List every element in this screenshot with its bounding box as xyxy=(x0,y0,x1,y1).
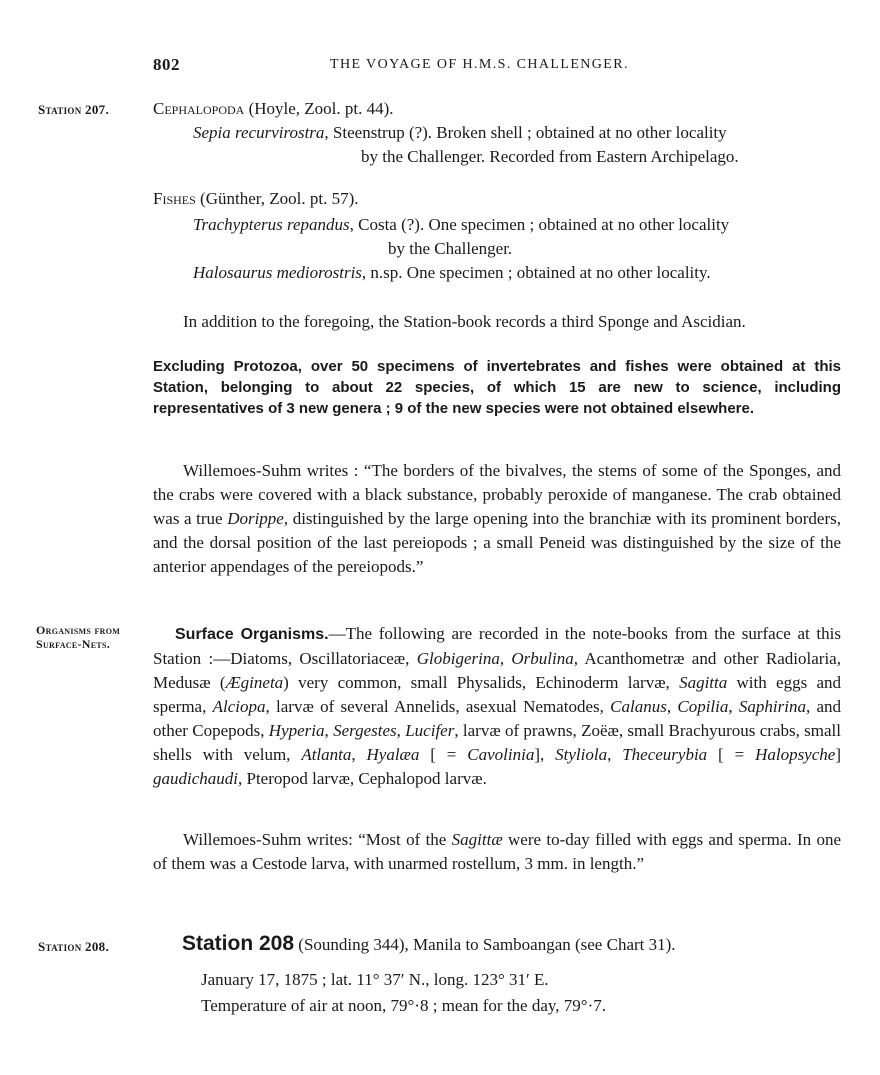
taxon-orbulina: Orbulina xyxy=(511,649,574,668)
station-summary: Excluding Protozoa, over 50 specimens of invertebrates and fishes were obtained at this Station, belonging to about 22 species, of which 15 are new to science, including representatives of 3 new genera ; 9 of the new species were not obtained elsewhere. xyxy=(153,358,841,417)
surface-organisms-heading: Surface Organisms. xyxy=(175,626,329,643)
quote2-part-a: Willemoes-Suhm writes: “Most of the xyxy=(183,830,452,849)
taxon-theceurybia: Theceurybia xyxy=(622,745,708,764)
taxon-hyalaea: Hyalæa xyxy=(366,745,420,764)
surface-text: ], xyxy=(534,745,556,764)
fishes-group: Fishes xyxy=(153,189,196,208)
taxon-copilia: Copilia xyxy=(677,697,729,716)
sepia-species: Sepia recurvirostra xyxy=(193,123,325,142)
taxon-styliola: Styliola xyxy=(555,745,608,764)
quote2-part-c: were to-day filled with eggs and sperma. In one of them was a Cestode larva, with unarmed rostellum, 3 mm. in length.” xyxy=(153,830,841,873)
surface-text: —The following are recorded in the note-books from the surface at this Station :—Diatoms, Oscillatoriaceæ, xyxy=(153,624,841,668)
quote1-part-a: Willemoes-Suhm writes : “The borders of the bivalves, the stems of some of the Sponges, and the crabs were covered with a black substance, probably peroxide of manganese. The crab obtained was a true xyxy=(153,461,841,528)
station-208-title: Station 208 xyxy=(182,932,295,955)
surface-text: , xyxy=(666,697,678,716)
sepia-desc: , Steenstrup (?). Broken shell ; obtained at no other locality xyxy=(324,123,727,142)
surface-text: , xyxy=(607,745,623,764)
running-title: THE VOYAGE OF H.M.S. CHALLENGER. xyxy=(330,57,629,72)
margin-station-207: Station 207. xyxy=(38,102,110,117)
page-number: 802 xyxy=(153,55,180,74)
trachypterus-desc: , Costa (?). One specimen ; obtained at no other locality xyxy=(349,215,730,234)
willemoes-quote-1 xyxy=(153,459,841,579)
station-208-heading xyxy=(182,932,676,956)
surface-text: , xyxy=(728,697,739,716)
surface-organisms-paragraph xyxy=(153,622,841,791)
surface-text: , Acanthometræ and other Radiolaria, Medusæ ( xyxy=(153,649,841,692)
fishes-heading xyxy=(153,189,358,209)
taxon-calanus: Calanus xyxy=(610,697,667,716)
station-208-route: (Sounding 344), Manila to Samboangan (see Chart 31). xyxy=(294,935,676,954)
surface-text: , xyxy=(499,649,512,668)
taxon-alciopa: Alciopa xyxy=(212,697,266,716)
surface-text: , xyxy=(324,721,334,740)
taxon-gaudichaudi: gaudichaudi xyxy=(153,769,238,788)
margin-station-208: Station 208. xyxy=(38,939,110,954)
fishes-ref: (Günther, Zool. pt. 57). xyxy=(195,189,359,208)
taxon-hyperia: Hyperia xyxy=(268,721,325,740)
surface-text: [ = xyxy=(707,745,756,764)
taxon-halopsyche: Halopsyche xyxy=(755,745,836,764)
trachypterus-line1 xyxy=(193,215,729,235)
taxon-saphirina: Saphirina xyxy=(738,697,806,716)
taxon-sagitta: Sagitta xyxy=(679,673,728,692)
addition-note: In addition to the foregoing, the Station-book records a third Sponge and Ascidian. xyxy=(183,312,746,331)
halosaurus-desc: , n.sp. One specimen ; obtained at no other locality. xyxy=(361,263,711,282)
surface-text: ) very common, small Physalids, Echinoderm larvæ, xyxy=(283,673,680,692)
surface-text: , xyxy=(351,745,367,764)
surface-text: , Pteropod larvæ, Cephalopod larvæ. xyxy=(238,769,487,788)
taxon-lucifer: Lucifer xyxy=(405,721,455,740)
surface-text: with eggs and sperma, xyxy=(153,673,842,716)
trachypterus-line2: by the Challenger. xyxy=(388,239,513,258)
cephalopoda-group: Cephalopoda xyxy=(153,99,245,118)
quote2-sagittae: Sagittæ xyxy=(451,830,503,849)
margin-organisms-line1: Organisms from xyxy=(36,623,121,637)
willemoes-quote-2 xyxy=(153,828,841,876)
station-208-date: January 17, 1875 ; lat. 11° 37′ N., long. 123° 31′ E. xyxy=(201,970,549,989)
surface-text: , and other Copepods, xyxy=(153,697,842,740)
halosaurus-line xyxy=(193,263,711,283)
taxon-cavolinia: Cavolinia xyxy=(467,745,535,764)
quote1-part-c: , distinguished by the large opening into the branchiæ with its prominent borders, and the dorsal position of the last pereiopods ; a small Peneid was distinguished by the size of the anterior appendages of the pereiopods.” xyxy=(153,509,841,576)
cephalopoda-entry-line2: by the Challenger. Recorded from Eastern Archipelago. xyxy=(361,147,739,166)
halosaurus-species: Halosaurus mediorostris xyxy=(193,263,362,282)
taxon-sergestes: Sergestes xyxy=(333,721,397,740)
taxon-globigerina: Globigerina xyxy=(416,649,500,668)
taxon-atlanta: Atlanta xyxy=(301,745,352,764)
station-208-temperature: Temperature of air at noon, 79°·8 ; mean for the day, 79°·7. xyxy=(201,996,606,1015)
taxon-aegineta: Ægineta xyxy=(225,673,284,692)
surface-text: , xyxy=(396,721,406,740)
cephalopoda-heading xyxy=(153,99,394,119)
surface-text: , larvæ of several Annelids, asexual Nematodes, xyxy=(265,697,611,716)
surface-text: ] xyxy=(835,745,841,764)
cephalopoda-entry-line1 xyxy=(193,123,727,143)
trachypterus-species: Trachypterus repandus xyxy=(193,215,350,234)
quote1-dorippe: Dorippe xyxy=(227,509,284,528)
surface-text: [ = xyxy=(419,745,468,764)
margin-organisms-line2: Surface-Nets. xyxy=(36,637,111,651)
cephalopoda-ref: (Hoyle, Zool. pt. 44). xyxy=(244,99,394,118)
surface-text: , larvæ of prawns, Zoëæ, small Brachyurous crabs, small shells with velum, xyxy=(153,721,841,764)
